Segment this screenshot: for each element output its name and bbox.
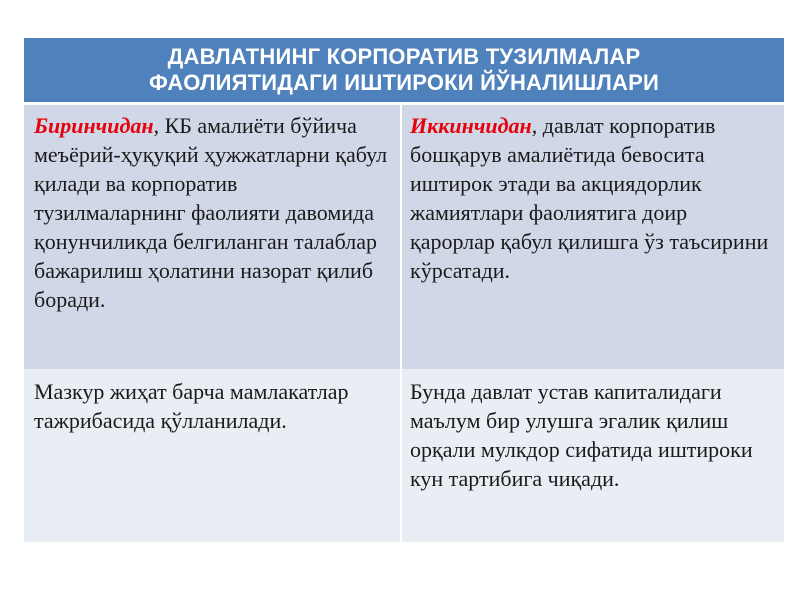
table-title-line-2: ФАОЛИЯТИДАГИ ИШТИРОКИ ЙЎНАЛИШЛАРИ [149,70,659,95]
table-row-2 [24,369,784,542]
directions-table [24,38,784,542]
cell-first-note [24,369,402,542]
cell-first-direction [24,105,402,369]
cell-note-text-second: Бунда давлат устав капиталидаги маълум бир улушга эгалик қилиш орқали мулкдор сифатида иштироки кун тартибига чиқади. [410,379,753,491]
cell-second-note [402,369,784,542]
cell-text-second: , давлат корпоратив бошқарув амалиётида бевосита иштирок этади ва акциядорлик жамиятлари фаолиятига доир қарорлар қабул қилишга ўз таъсирини кўрсатади. [410,113,769,283]
lead-word-first: Биринчидан [34,113,154,138]
cell-text-first: , КБ амалиёти бўйича меъёрий-ҳуқуқий ҳужжатларни қабул қилади ва корпоратив тузилмаларнинг фаолияти давомида қонунчиликда белгиланган талаблар бажарилиш ҳолатини назорат қилиб боради. [34,113,388,312]
lead-word-second: Иккинчидан [410,113,532,138]
cell-second-direction [402,105,784,369]
table-title-line-1: ДАВЛАТНИНГ КОРПОРАТИВ ТУЗИЛМАЛАР [167,44,641,69]
table-row-1 [24,105,784,369]
cell-note-text-first: Мазкур жиҳат барча мамлакатлар тажрибасида қўлланилади. [34,379,349,433]
table-title [149,44,659,96]
table-header [24,38,784,105]
